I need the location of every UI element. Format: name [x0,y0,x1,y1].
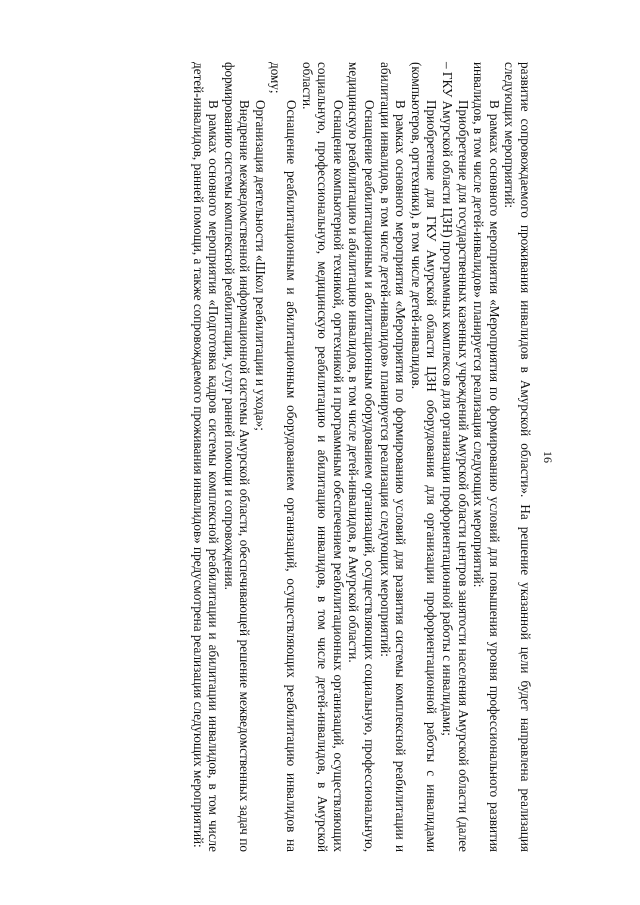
paragraph: В рамках основного мероприятия «Мероприятия по формированию условий для повышения уровня профессионального развития инвалидов, в том числе детей-инвалидов» планируется реализация следующих мероприятий: [471,62,502,852]
paragraph: Оснащение реабилитационным и абилитационным оборудованием организаций, осуществляющих социальную, профессиональную, медицинскую реабилитацию и абилитацию инвалидов, в том числе детей-инвалидов, в Амурской области. [346,62,378,852]
paragraph: Внедрение межведомственной информационной системы Амурской области, обеспечивающей решение межведомственных задач по формированию системы комплексной реабилитации, услуг ранней помощи и сопровождения. [221,62,253,852]
paragraph: В рамках основного мероприятия «Мероприятия по формированию условий для развития системы комплексной реабилитации и абилитации инвалидов, в том числе детей-инвалидов» планируется реализация следующих мероприятий: [377,62,409,852]
paragraph: В рамках основного мероприятия «Подготовка кадров системы комплексной реабилитации и абилитации инвалидов, в том числе детей-инвалидов, ранней помощи, а также сопровождаемого проживания инвалидов» предусмотрена реализация следующих мероприятий: [190,62,222,852]
paragraph: Оснащение реабилитационным и абилитационным оборудованием организаций, осуществляющих реабилитацию инвалидов на дому; [268,62,300,852]
paragraph: Приобретение для государственных казенных учреждений Амурской области центров занятости населения Амурской области (далее – ГКУ Амурской области ЦЗН) программных комплексов для организации профориентационной работы с инвалидами; [440,62,471,852]
body-text [190,62,533,852]
paragraph: Приобретение для ГКУ Амурской области ЦЗН оборудования для организации профориентационной работы с инвалидами (компьютеров, оргтехники), в том числе детей-инвалидов. [408,62,440,852]
paragraph: развитие сопровождаемого проживания инвалидов в Амурской области». На решение указанной цели будет направлена реализация следующих мероприятий: [502,62,533,852]
paragraph: Организация деятельности «Школ реабилитации и ухода»; [252,100,268,431]
rotated-text-frame [190,62,555,852]
paragraph: Оснащение компьютерной техникой, оргтехникой и программным обеспечением реабилитационных организаций, осуществляющих социальную, профессиональную, медицинскую реабилитацию и абилитацию инвалидов, в том числе детей-инвалидов, в Амурской области. [299,62,346,852]
page-number: 16 [541,451,555,463]
